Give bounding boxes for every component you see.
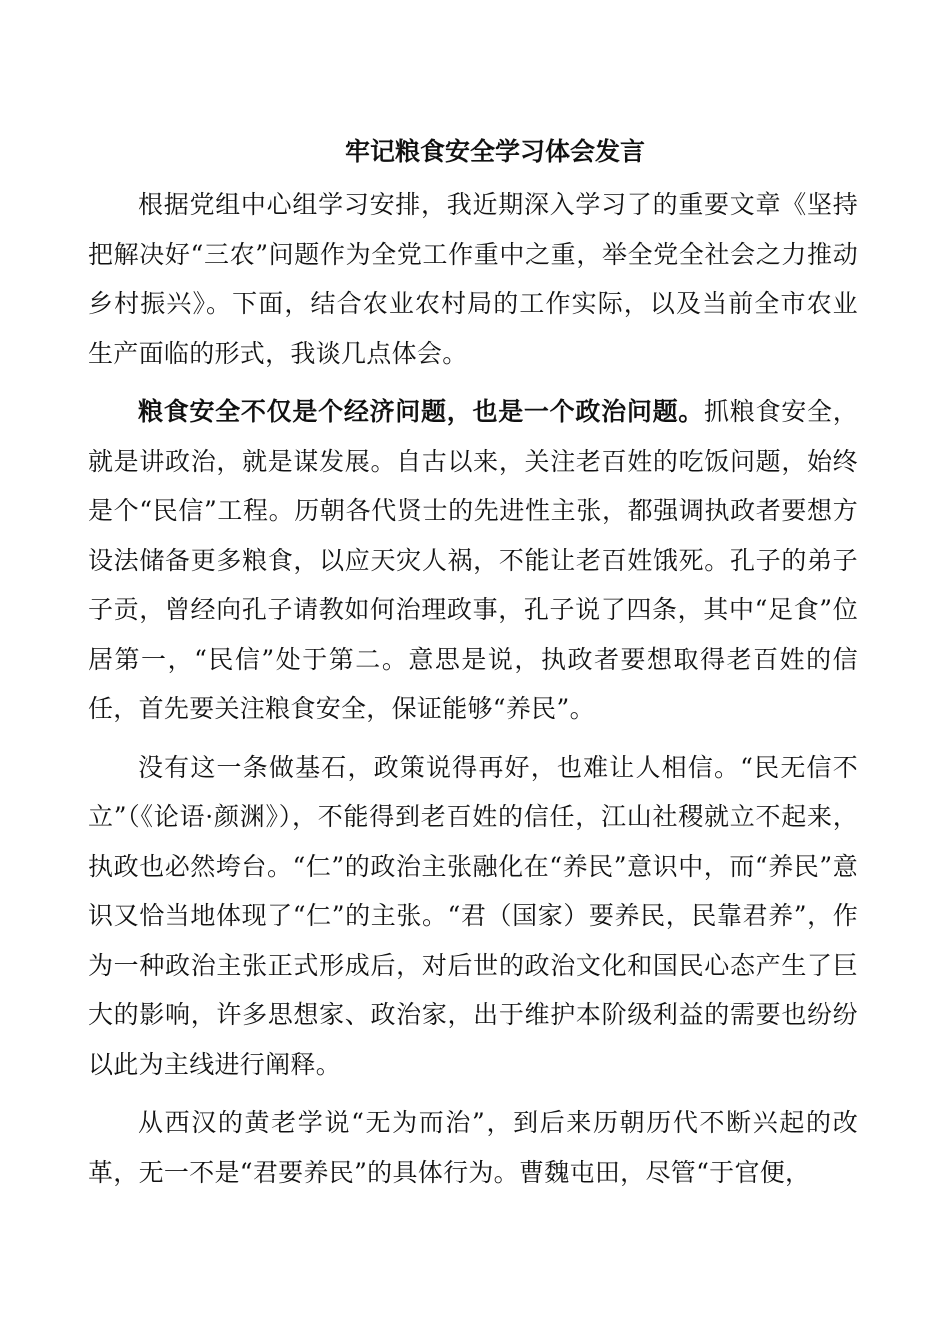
paragraph-1 — [88, 180, 858, 378]
document-body — [88, 180, 858, 1206]
paragraph-4-text: 从西汉的黄老学说“无为而治”，到后来历朝历代不断兴起的改革，无一不是“君要养民”的具体行为。曹魏屯田，尽管“于官便， — [88, 1108, 858, 1187]
paragraph-2-text: 抓粮食安全，就是讲政治，就是谋发展。自古以来，关注老百姓的吃饭问题，始终是个“民信”工程。历朝各代贤士的先进性主张，都强调执政者要想方设法储备更多粮食，以应天灾人祸，不能让老百姓饿死。孔子的弟子子贡，曾经向孔子请教如何治理政事，孔子说了四条，其中“足食”位居第一，“民信”处于第二。意思是说，执政者要想取得老百姓的信任，首先要关注粮食安全，保证能够“养民”。 — [88, 397, 858, 723]
paragraph-3-text: 没有这一条做基石，政策说得再好，也难让人相信。“民无信不立”（《论语·颜渊》），不能得到老百姓的信任，江山社稷就立不起来，执政也必然垮台。“仁”的政治主张融化在“养民”意识中，而“养民”意识又恰当地体现了“仁”的主张。“君（国家）要养民，民靠君养”，作为一种政治主张正式形成后，对后世的政治文化和国民心态产生了巨大的影响，许多思想家、政治家，出于维护本阶级利益的需要也纷纷以此为主线进行阐释。 — [88, 752, 858, 1079]
paragraph-1-text: 根据党组中心组学习安排，我近期深入学习了的重要文章《坚持把解决好“三农”问题作为全党工作重中之重，举全党全社会之力推动乡村振兴》。下面，结合农业农村局的工作实际，以及当前全市农业生产面临的形式，我谈几点体会。 — [88, 190, 858, 368]
paragraph-2 — [88, 387, 858, 734]
paragraph-4 — [88, 1098, 858, 1197]
paragraph-3 — [88, 743, 858, 1090]
paragraph-2-lead: 粮食安全不仅是个经济问题，也是一个政治问题。 — [138, 397, 705, 426]
document-title: 牢记粮食安全学习体会发言 — [344, 137, 645, 166]
